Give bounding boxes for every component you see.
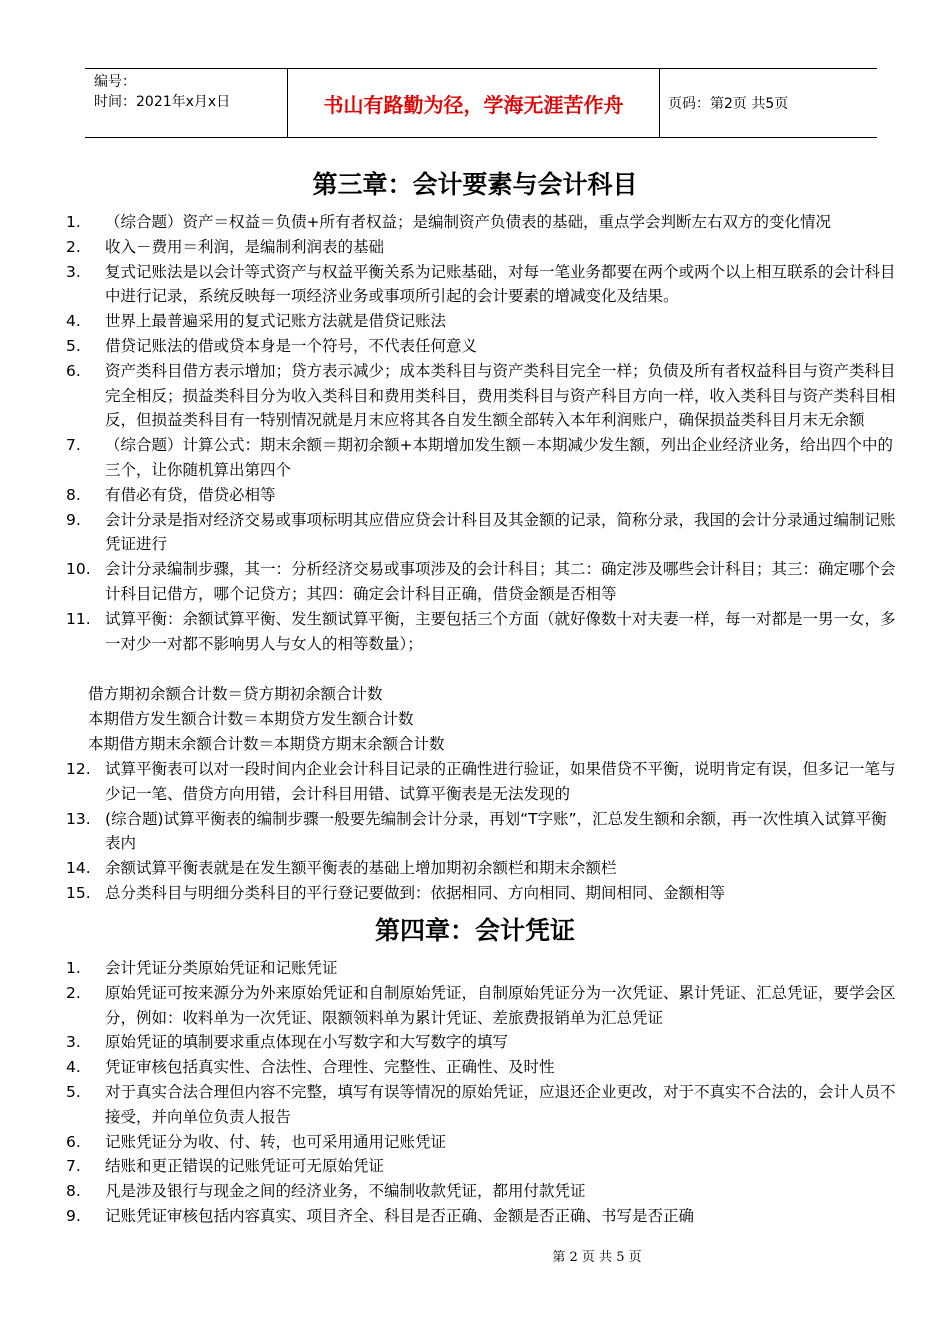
- item-text: 借贷记账法的借或贷本身是一个符号，不代表任何意义: [105, 336, 478, 355]
- item-text: 记账凭证分为收、付、转，也可采用通用记账凭证: [105, 1132, 447, 1151]
- list-item: [66, 607, 896, 657]
- list-item: [66, 210, 896, 235]
- item-number: 9.: [66, 510, 81, 529]
- item-number: 5.: [66, 1082, 81, 1101]
- formula-line: 借方期初余额合计数＝贷方期初余额合计数: [88, 685, 383, 703]
- item-number: 10.: [66, 560, 91, 579]
- item-number: 14.: [66, 859, 91, 878]
- list-item: [66, 1130, 896, 1155]
- list-item: [66, 508, 896, 558]
- item-number: 5.: [66, 336, 81, 355]
- chapter3-title: 第三章：会计要素与会计科目: [312, 170, 638, 199]
- list-item: [66, 1080, 896, 1130]
- item-number: 15.: [66, 883, 91, 902]
- item-text: (综合题)试算平衡表的编制步骤一般要先编制会计分录，再划“T字账”，汇总发生额和余额，再一次性填入试算平衡表内: [105, 809, 887, 853]
- chapter3-list-continued: [66, 757, 896, 906]
- list-item: [66, 235, 896, 260]
- item-number: 7.: [66, 436, 81, 455]
- item-number: 6.: [66, 1132, 81, 1151]
- item-text: 原始凭证可按来源分为外来原始凭证和自制原始凭证，自制原始凭证分为一次凭证、累计凭证、汇总凭证，要学会区分，例如：收料单为一次凭证、限额领料单为累计凭证、差旅费报销单为汇总凭证: [105, 983, 896, 1027]
- time-label: 时间：2021年x月x日: [94, 94, 231, 110]
- item-text: 有借必有贷，借贷必相等: [105, 485, 276, 504]
- list-item: [66, 433, 896, 483]
- chapter3-list: [66, 210, 896, 656]
- item-text: 世界上最普遍采用的复式记账方法就是借贷记账法: [105, 312, 447, 331]
- item-text: 记账凭证审核包括内容真实、项目齐全、科目是否正确、金额是否正确、书写是否正确: [105, 1206, 695, 1225]
- page-footer: [0, 1246, 950, 1265]
- item-text: 总分类科目与明细分类科目的平行登记要做到：依据相同、方向相同、期间相同、金额相等: [105, 883, 726, 902]
- formula-line: 本期借方发生额合计数＝本期贷方发生额合计数: [88, 710, 414, 728]
- list-item: [66, 1204, 896, 1229]
- list-item: [66, 359, 896, 433]
- item-number: 9.: [66, 1206, 81, 1225]
- list-item: [66, 557, 896, 607]
- item-number: 7.: [66, 1157, 81, 1176]
- item-number: 6.: [66, 361, 81, 380]
- item-number: 11.: [66, 609, 91, 628]
- motto: 书山有路勤为径，学海无涯苦作舟: [287, 69, 660, 137]
- header-meta: [85, 69, 287, 137]
- item-text: 资产类科目借方表示增加；贷方表示减少；成本类科目与资产类科目完全一样；负债及所有者权益科目与资产类科目完全相反；损益类科目分为收入类科目和费用类科目，费用类科目与资产科目方向一样，收入类科目与资产类科目相反，但损益类科目有一特别情况就是月末应将其各自发生额全部转入本年利润账户，确保损益类科目月末无余额: [105, 361, 896, 430]
- list-item: [66, 1154, 896, 1179]
- item-number: 4.: [66, 1058, 81, 1077]
- list-item: [66, 483, 896, 508]
- item-text: 试算平衡表可以对一段时间内企业会计科目记录的正确性进行验证，如果借贷不平衡，说明肯定有误，但多记一笔与少记一笔、借贷方向用错，会计科目用错、试算平衡表是无法发现的: [105, 760, 896, 803]
- list-item: [66, 1179, 896, 1204]
- item-text: 复式记账法是以会计等式资产与权益平衡关系为记账基础，对每一笔业务都要在两个或两个以上相互联系的会计科目中进行记录，系统反映每一项经济业务或事项所引起的会计要素的增减变化及结果。: [105, 262, 896, 306]
- list-item: [66, 1055, 896, 1080]
- item-number: 8.: [66, 1182, 81, 1201]
- item-number: 3.: [66, 1033, 81, 1052]
- list-item: [66, 807, 896, 857]
- list-item: [66, 1030, 896, 1055]
- item-number: 4.: [66, 312, 81, 331]
- item-text: 会计凭证分类原始凭证和记账凭证: [105, 959, 338, 977]
- item-number: 3.: [66, 262, 81, 281]
- item-text: 会计分录是指对经济交易或事项标明其应借应贷会计科目及其金额的记录，简称分录，我国的会计分录通过编制记账凭证进行: [105, 510, 896, 554]
- list-item: [66, 757, 896, 807]
- item-text: 结账和更正错误的记账凭证可无原始凭证: [105, 1157, 385, 1176]
- item-number: 2.: [66, 983, 81, 1002]
- item-text: 对于真实合法合理但内容不完整，填写有误等情况的原始凭证，应退还企业更改，对于不真实不合法的，会计人员不接受，并向单位负责人报告: [105, 1082, 896, 1126]
- list-item: [66, 334, 896, 359]
- formula-line: 本期借方期末余额合计数＝本期贷方期末余额合计数: [88, 735, 445, 753]
- item-text: 会计分录编制步骤，其一：分析经济交易或事项涉及的会计科目；其二：确定涉及哪些会计科目；其三：确定哪个会计科目记借方，哪个记贷方；其四：确定会计科目正确，借贷金额是否相等: [105, 560, 896, 603]
- list-item: [66, 981, 896, 1031]
- page-header: [85, 68, 877, 138]
- item-number: 2.: [66, 237, 81, 256]
- item-text: 收入－费用＝利润，是编制利润表的基础: [105, 237, 385, 256]
- list-item: [66, 856, 896, 881]
- list-item: [66, 260, 896, 310]
- item-text: 凭证审核包括真实性、合法性、合理性、完整性、正确性、及时性: [105, 1058, 555, 1077]
- list-item: [66, 309, 896, 334]
- footer-page-number: 第 2 页 共 5 页: [552, 1250, 642, 1265]
- item-number: 8.: [66, 485, 81, 504]
- chapter4-title: 第四章：会计凭证: [374, 916, 575, 945]
- item-number: 1.: [66, 959, 81, 977]
- item-number: 12.: [66, 760, 91, 778]
- header-page-label: 页码：第2页 共5页: [668, 96, 789, 112]
- chapter4-list: [66, 956, 896, 1229]
- item-number: 1.: [66, 213, 81, 231]
- item-text: 原始凭证的填制要求重点体现在小写数字和大写数字的填写: [105, 1033, 509, 1052]
- item-text: 凡是涉及银行与现金之间的经济业务，不编制收款凭证，都用付款凭证: [105, 1182, 586, 1201]
- item-text: （综合题）资产＝权益＝负债+所有者权益；是编制资产负债表的基础，重点学会判断左右双方的变化情况: [105, 213, 831, 231]
- number-label: 编号：: [94, 74, 136, 90]
- item-text: 试算平衡：余额试算平衡、发生额试算平衡，主要包括三个方面（就好像数十对夫妻一样，每一对都是一男一女，多一对少一对都不影响男人与女人的相等数量）；: [105, 609, 896, 653]
- item-text: （综合题）计算公式：期末余额＝期初余额+本期增加发生额－本期减少发生额，列出企业经济业务，给出四个中的三个，让你随机算出第四个: [105, 436, 893, 479]
- list-item: [66, 881, 896, 906]
- item-text: 余额试算平衡表就是在发生额平衡表的基础上增加期初余额栏和期末余额栏: [105, 859, 617, 878]
- list-item: [66, 956, 896, 981]
- item-number: 13.: [66, 809, 91, 828]
